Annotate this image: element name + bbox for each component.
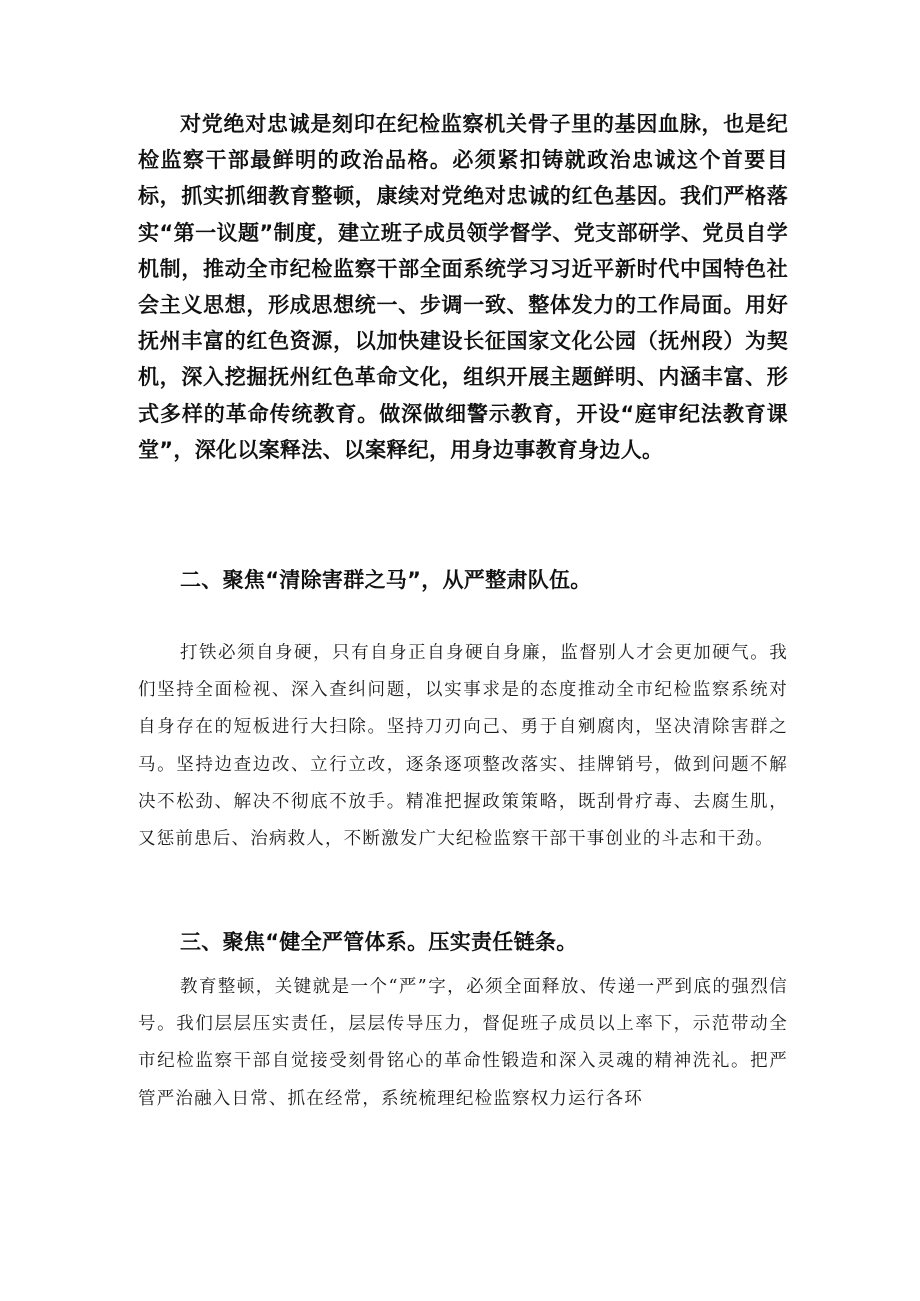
paragraph-strict-management: 教育整顿，关键就是一个“严”字，必须全面释放、传递一严到底的强烈信号。我们层层压实责任，层层传导压力，督促班子成员以上率下，示范带动全市纪检监察干部自觉接受刻骨铭心的革命性锻造和深入灵魂的精神洗礼。把严管严治融入日常、抓在经常，系统梳理纪检监察权力运行各环 [138, 977, 788, 1109]
paragraph-rectification: 打铁必须自身硬，只有自身正自身硬自身廉，监督别人才会更加硬气。我们坚持全面检视、深入查纠问题，以实事求是的态度推动全市纪检监察系统对自身存在的短板进行大扫除。坚持刀刃向己、勇于自剜腐肉，坚决清除害群之马。坚持边查边改、立行立改，逐条逐项整改落实、挂牌销号，做到问题不解决不松劲、解决不彻底不放手。精准把握政策策略，既刮骨疗毒、去腐生肌，又惩前患后、治病救人，不断激发广大纪检监察干部干事创业的斗志和干劲。 [138, 643, 788, 850]
section-heading-3: 三、聚焦“健全严管体系。压实责任链条。 [180, 930, 578, 954]
paragraph-loyalty: 对党绝对忠诚是刻印在纪检监察机关骨子里的基因血脉，也是纪检监察干部最鲜明的政治品格。必须紧扣铸就政治忠诚这个首要目标，抓实抓细教育整顿，康续对党绝对忠诚的红色基因。我们严格落实“第一议题”制度，建立班子成员领学督学、党支部研学、党员自学机制，推动全市纪检监察干部全面系统学习习近平新时代中国特色社会主义思想，形成思想统一、步调一致、整体发力的工作局面。用好抚州丰富的红色资源，以加快建设长征国家文化公园（抚州段）为契机，深入挖掘抚州红色革命文化，组织开展主题鲜明、内涵丰富、形式多样的革命传统教育。做深做细警示教育，开设“庭审纪法教育课堂”，深化以案释法、以案释纪，用身边事教育身边人。 [138, 112, 788, 462]
section-heading-2: 二、聚焦“清除害群之马”，从严整肃队伍。 [180, 568, 592, 592]
